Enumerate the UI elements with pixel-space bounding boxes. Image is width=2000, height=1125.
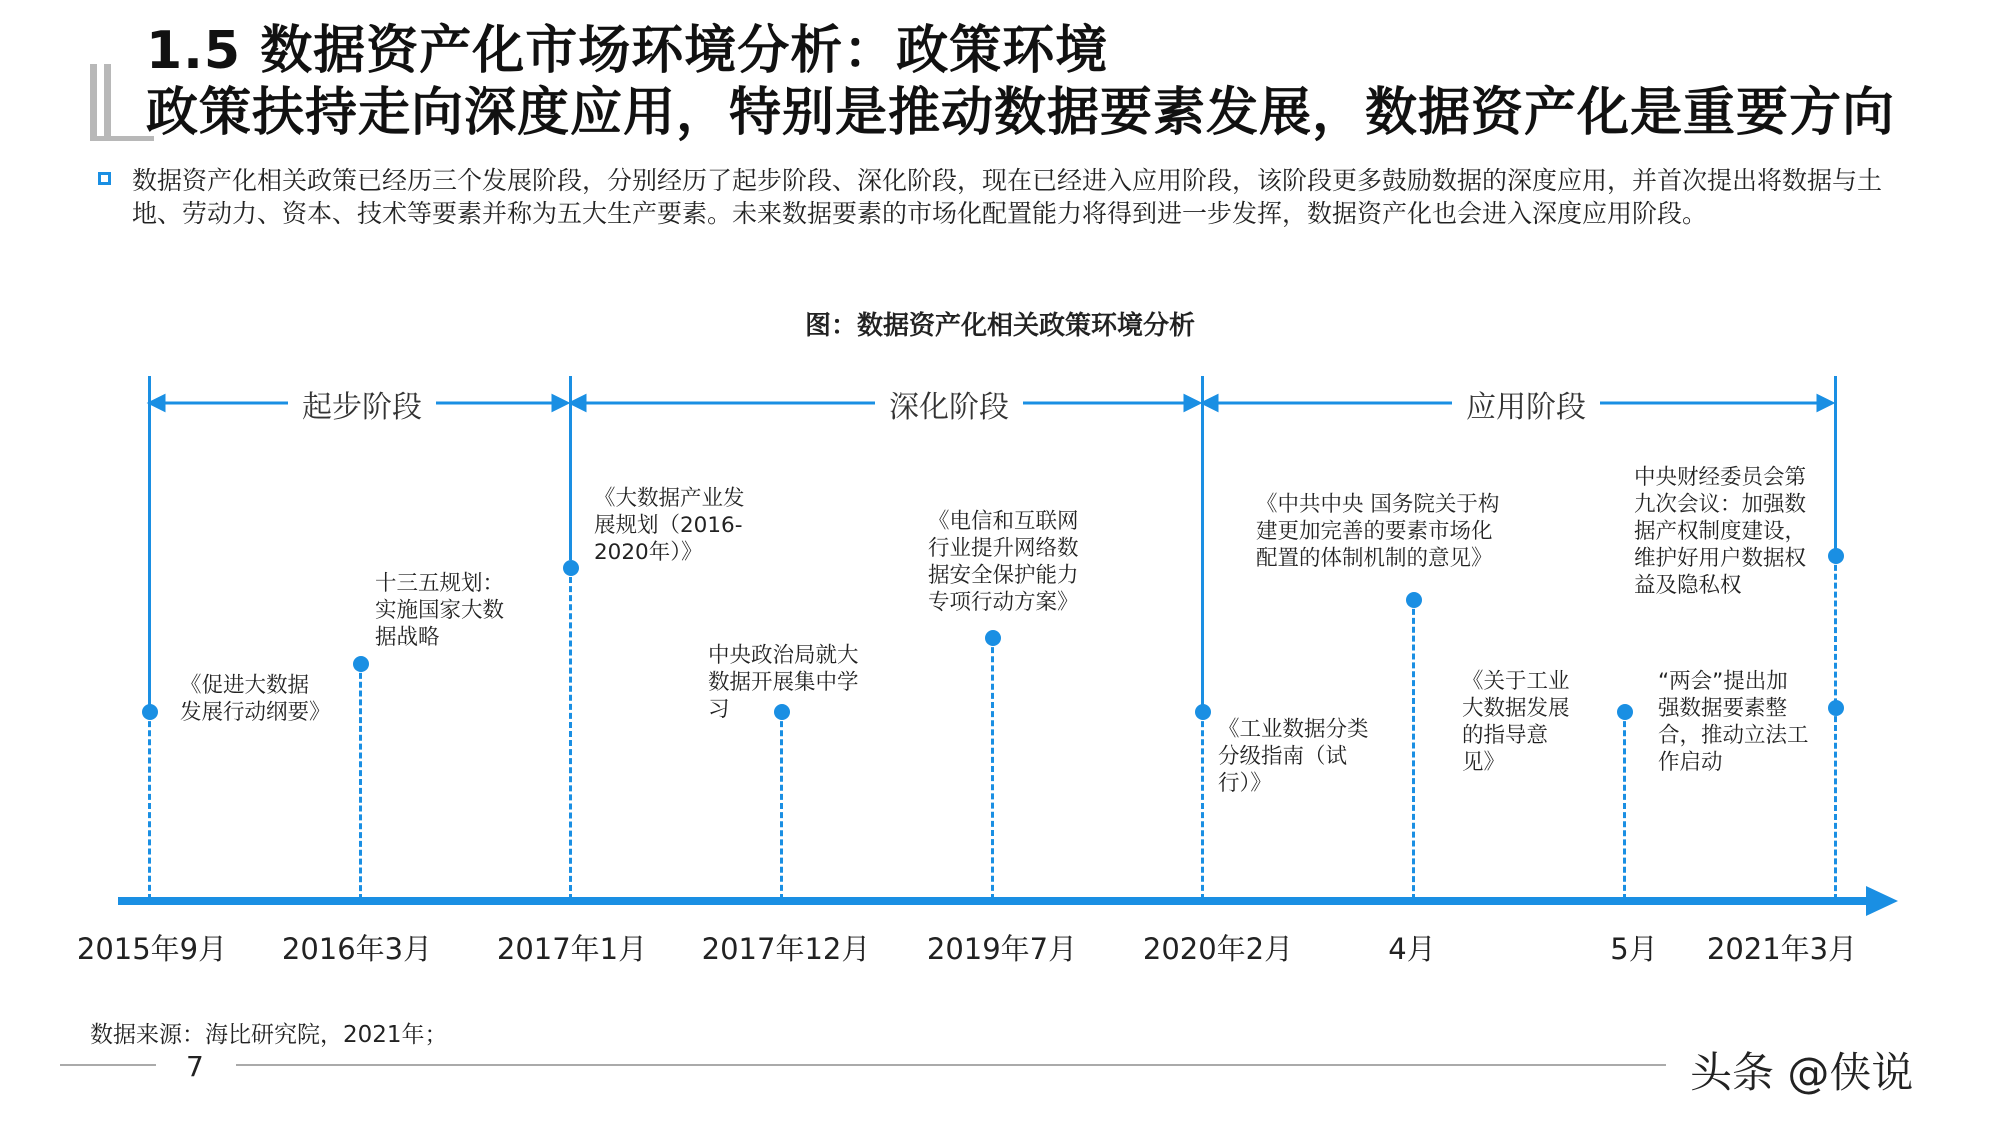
event-dot [1828,700,1844,716]
stage-label-start: 起步阶段 [288,382,436,426]
page-subtitle: 政策扶持走向深度应用，特别是推动数据要素发展，数据资产化是重要方向 [146,83,1896,143]
event-note: 中央政治局就大 数据开展集中学 习 [708,643,859,722]
event-note: 十三五规划： 实施国家大数 据战略 [375,571,505,650]
event-note: “两会”提出加 强数据要素整 合，推动立法工 作启动 [1658,669,1809,775]
event-note: 《工业数据分类 分级指南（试 行）》 [1218,717,1369,796]
event-dot [1617,704,1633,720]
event-note: 《中共中央 国务院关于构 建更加完善的要素市场化 配置的体制机制的意见》 [1256,492,1500,571]
data-source: 数据来源：海比研究院，2021年； [90,1022,448,1048]
event-note: 《促进大数据 发展行动纲要》 [180,673,331,725]
footer-divider-right [236,1064,1666,1066]
event-dot [1406,592,1422,608]
event-dot [985,630,1001,646]
event-dot [1195,704,1211,720]
event-note: 《关于工业 大数据发展 的指导意 见》 [1462,669,1570,775]
event-note: 《电信和互联网 行业提升网络数 据安全保护能力 专项行动方案》 [928,509,1079,615]
date-label: 2017年1月 [496,932,648,966]
page-number: 7 [186,1050,204,1083]
brand-watermark: 头条 @侠说 [1690,1048,1914,1097]
event-dot [563,560,579,576]
date-label: 2021年3月 [1706,932,1858,966]
stage-label-apply: 应用阶段 [1452,382,1600,426]
date-label: 4月 [1388,932,1436,966]
date-label: 2019年7月 [926,932,1078,966]
intro-paragraph: 数据资产化相关政策已经历三个发展阶段，分别经历了起步阶段、深化阶段，现在已经进入应用阶段，该阶段更多鼓励数据的深度应用，并首次提出将数据与土地、劳动力、资本、技术等要素并称为五大生产要素。未来数据要素的市场化配置能力将得到进一步发挥，数据资产化也会进入深度应用阶段。 [132,166,1883,228]
page-title: 1.5 数据资产化市场环境分析：政策环境 [146,21,1109,81]
event-note: 中央财经委员会第 九次会议：加强数 据产权制度建设， 维护好用户数据权 益及隐私权 [1634,465,1807,598]
event-note: 《大数据产业发 展规划（2016- 2020年）》 [594,486,745,565]
footer-divider-left [60,1064,156,1066]
date-label: 2015年9月 [76,932,228,966]
date-label: 5月 [1610,932,1658,966]
date-label: 2017年12月 [701,932,871,966]
date-label: 2016年3月 [281,932,433,966]
figure-title: 图：数据资产化相关政策环境分析 [804,311,1195,341]
event-dot [353,656,369,672]
event-dot [1828,548,1844,564]
stage-label-deepen: 深化阶段 [875,382,1023,426]
event-dot [142,704,158,720]
date-label: 2020年2月 [1142,932,1294,966]
